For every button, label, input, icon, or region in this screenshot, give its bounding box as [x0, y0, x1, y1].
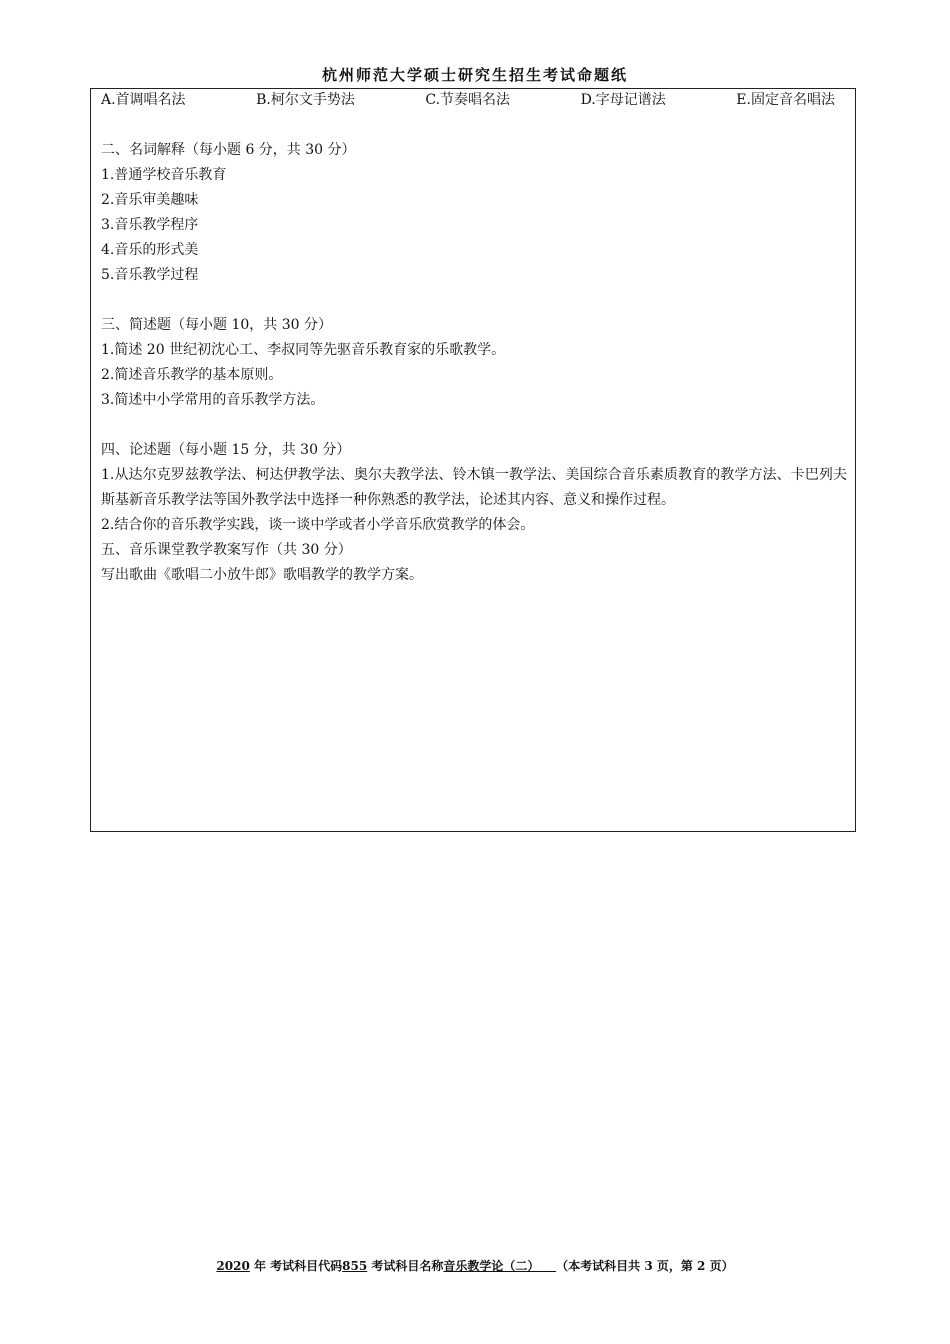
footer-subject-name: 音乐教学论（二）	[443, 1259, 540, 1273]
section-4-item-1: 1.从达尔克罗兹教学法、柯达伊教学法、奥尔夫教学法、铃木镇一教学法、美国综合音乐素质教育的教学方法、卡巴列夫斯基新音乐教学法等国外教学法中选择一种你熟悉的教学法，论述其内容、意义和操作过程。	[101, 467, 847, 508]
option-d: D.字母记谱法	[580, 92, 666, 108]
section-2-item-4: 4.音乐的形式美	[101, 242, 199, 258]
footer-page-info: （本考试科目共 3 页，第 2 页）	[556, 1259, 734, 1273]
option-e: E.固定音名唱法	[736, 92, 835, 108]
section-2-heading: 二、名词解释（每小题 6 分，共 30 分）	[101, 142, 356, 158]
section-2-item-2: 2.音乐审美趣味	[101, 192, 199, 208]
option-a: A.首调唱名法	[101, 92, 186, 108]
exam-content	[91, 88, 855, 588]
footer-code-label: 年 考试科目代码	[249, 1259, 343, 1273]
footer-underline-gap	[539, 1259, 556, 1273]
section-4-heading: 四、论述题（每小题 15 分，共 30 分）	[101, 442, 351, 458]
section-3-item-3: 3.简述中小学常用的音乐教学方法。	[101, 392, 325, 408]
page-footer	[0, 1256, 950, 1276]
section-3-item-2: 2.简述音乐教学的基本原则。	[101, 367, 283, 383]
section-4-item-2: 2.结合你的音乐教学实践，谈一谈中学或者小学音乐欣赏教学的体会。	[101, 517, 535, 533]
exam-content-box	[90, 88, 856, 832]
footer-subject-code: 855	[342, 1259, 368, 1273]
spacer	[101, 288, 847, 313]
section-5-item-1: 写出歌曲《歌唱二小放牛郎》歌唱教学的教学方案。	[101, 567, 423, 583]
choice-options-row	[101, 88, 847, 113]
footer-name-label: 考试科目名称	[367, 1259, 444, 1273]
option-b: B.柯尔文手势法	[256, 92, 355, 108]
footer-year: 2020	[216, 1259, 250, 1273]
page-title: 杭州师范大学硕士研究生招生考试命题纸	[321, 66, 628, 84]
section-2-item-3: 3.音乐教学程序	[101, 217, 199, 233]
section-2-item-5: 5.音乐教学过程	[101, 267, 199, 283]
spacer	[101, 413, 847, 438]
section-3-item-1: 1.简述 20 世纪初沈心工、李叔同等先驱音乐教育家的乐歌教学。	[101, 342, 506, 358]
section-5-heading: 五、音乐课堂教学教案写作（共 30 分）	[101, 542, 352, 558]
option-c: C.节奏唱名法	[425, 92, 511, 108]
section-2-item-1: 1.普通学校音乐教育	[101, 167, 227, 183]
spacer	[101, 113, 847, 138]
section-3-heading: 三、简述题（每小题 10，共 30 分）	[101, 317, 332, 333]
